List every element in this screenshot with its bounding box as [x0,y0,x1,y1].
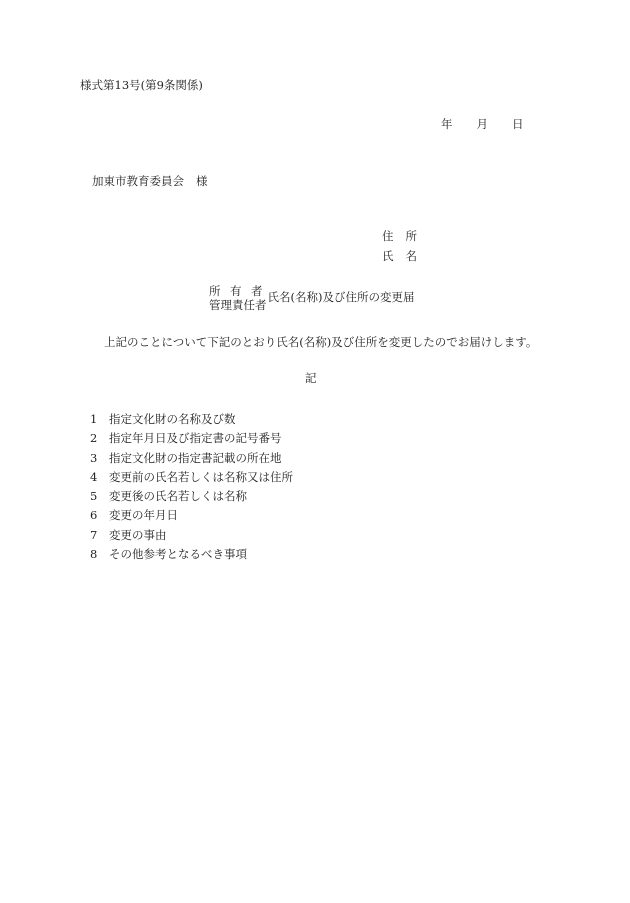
intro-text: 上記のことについて下記のとおり氏名(名称)及び住所を変更したのでお届けします。 [104,335,538,349]
list-item: 1 指定文化財の名称及び数 [90,412,236,426]
document-title [209,284,414,313]
addressee-honorific: 様 [196,174,208,188]
addressee-name: 加東市教育委員会 [92,174,184,188]
list-item: 8 その他参考となるべき事項 [90,547,247,562]
form-number: 様式第13号(第9条関係) [80,78,203,92]
address-label: 住 所 [382,229,417,243]
addressee [92,175,208,189]
list-item: 6 変更の年月日 [90,508,178,523]
list-item: 5 変更後の氏名若しくは名称 [90,489,247,504]
date-line [441,118,524,132]
date-day-label: 日 [512,117,524,131]
title-main: 氏名(名称)及び住所の変更届 [267,290,415,305]
list-item: 2 指定年月日及び指定書の記号番号 [90,431,282,446]
list-item: 3 指定文化財の指定書記載の所在地 [90,450,282,465]
list-item: 4 変更前の氏名若しくは名称又は住所 [90,469,293,484]
title-role-owner: 所 有 者 [209,284,263,298]
title-role-manager: 管理責任者 [209,298,267,313]
ki-heading: 記 [305,371,317,385]
title-roles [209,284,267,313]
item-list [90,410,293,564]
name-label: 氏 名 [382,249,417,263]
date-year-label: 年 [441,117,453,131]
date-month-label: 月 [476,117,488,131]
list-item: 7 変更の事由 [90,527,167,542]
